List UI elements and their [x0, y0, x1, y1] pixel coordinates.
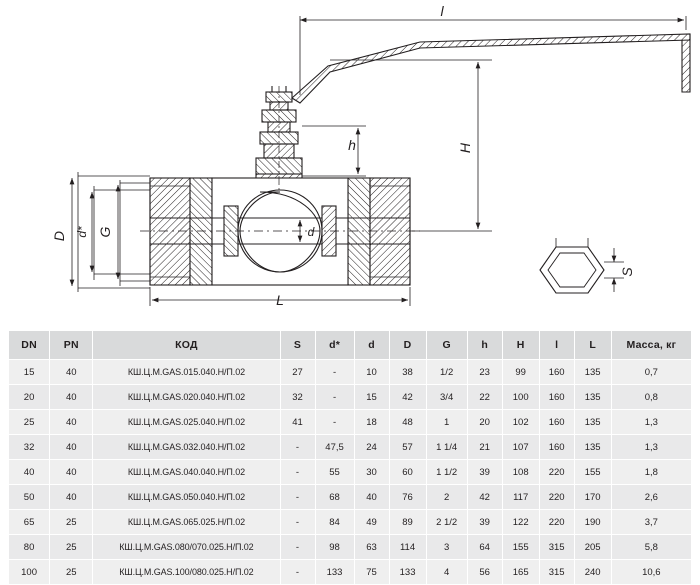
th-dn: DN — [9, 331, 50, 360]
cell-L: 135 — [574, 360, 611, 385]
cell-code: КШ.Ц.М.GAS.020.040.Н/П.02 — [93, 385, 280, 410]
cell-s: - — [280, 435, 315, 460]
lever-handle — [292, 34, 690, 103]
cell-G: 4 — [426, 560, 467, 585]
th-pn: PN — [50, 331, 93, 360]
cell-h: 64 — [467, 535, 502, 560]
cell-l: 160 — [539, 435, 574, 460]
label-bore-star: d* — [75, 226, 89, 238]
cell-d: 18 — [354, 410, 389, 435]
cell-D: 48 — [389, 410, 426, 435]
table-row — [9, 435, 692, 460]
table-row — [9, 535, 692, 560]
cell-h: 21 — [467, 435, 502, 460]
hex-nut-view — [540, 238, 624, 293]
th-mass: Масса, кг — [611, 331, 691, 360]
specification-table-wrap — [8, 330, 692, 585]
cell-mass: 10,6 — [611, 560, 691, 585]
cell-H: 155 — [502, 535, 539, 560]
cell-d-star: 133 — [315, 560, 354, 585]
cell-H: 117 — [502, 485, 539, 510]
cell-L: 205 — [574, 535, 611, 560]
cell-s: 41 — [280, 410, 315, 435]
table-row — [9, 560, 692, 585]
cell-pn: 40 — [50, 460, 93, 485]
cell-D: 60 — [389, 460, 426, 485]
specification-table — [8, 330, 692, 585]
cell-G: 3 — [426, 535, 467, 560]
cell-H: 102 — [502, 410, 539, 435]
cell-d: 15 — [354, 385, 389, 410]
cell-H: 99 — [502, 360, 539, 385]
cell-pn: 25 — [50, 535, 93, 560]
cell-l: 160 — [539, 360, 574, 385]
cell-D: 42 — [389, 385, 426, 410]
cell-H: 107 — [502, 435, 539, 460]
cell-G: 1 1/2 — [426, 460, 467, 485]
cell-d: 75 — [354, 560, 389, 585]
cell-mass: 1,3 — [611, 410, 691, 435]
cell-s: - — [280, 535, 315, 560]
cell-L: 155 — [574, 460, 611, 485]
label-thread-G: G — [97, 226, 113, 238]
cell-D: 57 — [389, 435, 426, 460]
th-l: l — [539, 331, 574, 360]
cell-d: 24 — [354, 435, 389, 460]
cell-pn: 40 — [50, 485, 93, 510]
cell-D: 38 — [389, 360, 426, 385]
cell-G: 1/2 — [426, 360, 467, 385]
cell-d: 63 — [354, 535, 389, 560]
valve-body — [140, 174, 420, 285]
cell-pn: 40 — [50, 360, 93, 385]
cell-mass: 2,6 — [611, 485, 691, 510]
cell-L: 240 — [574, 560, 611, 585]
cell-d: 10 — [354, 360, 389, 385]
cell-D: 76 — [389, 485, 426, 510]
cell-h: 23 — [467, 360, 502, 385]
cell-D: 114 — [389, 535, 426, 560]
cell-dn: 80 — [9, 535, 50, 560]
cell-s: 32 — [280, 385, 315, 410]
cell-G: 1 1/4 — [426, 435, 467, 460]
label-total-height: H — [457, 142, 473, 154]
cell-code: КШ.Ц.М.GAS.100/080.025.Н/П.02 — [93, 560, 280, 585]
th-G: G — [426, 331, 467, 360]
cell-H: 108 — [502, 460, 539, 485]
th-h: h — [467, 331, 502, 360]
cell-h: 20 — [467, 410, 502, 435]
cell-L: 170 — [574, 485, 611, 510]
cell-L: 135 — [574, 385, 611, 410]
cell-d-star: - — [315, 360, 354, 385]
cell-h: 39 — [467, 510, 502, 535]
cell-pn: 40 — [50, 435, 93, 460]
cell-L: 135 — [574, 410, 611, 435]
cell-mass: 1,8 — [611, 460, 691, 485]
cell-pn: 25 — [50, 560, 93, 585]
label-hex-S: S — [619, 267, 635, 277]
cell-l: 220 — [539, 460, 574, 485]
cell-code: КШ.Ц.М.GAS.050.040.Н/П.02 — [93, 485, 280, 510]
cell-mass: 3,7 — [611, 510, 691, 535]
cell-h: 42 — [467, 485, 502, 510]
cell-dn: 65 — [9, 510, 50, 535]
table-header-row — [9, 331, 692, 360]
cell-d-star: - — [315, 410, 354, 435]
cell-pn: 40 — [50, 385, 93, 410]
cell-code: КШ.Ц.М.GAS.032.040.Н/П.02 — [93, 435, 280, 460]
cell-H: 122 — [502, 510, 539, 535]
cell-H: 100 — [502, 385, 539, 410]
cell-H: 165 — [502, 560, 539, 585]
cell-dn: 50 — [9, 485, 50, 510]
cell-mass: 1,3 — [611, 435, 691, 460]
cell-l: 315 — [539, 560, 574, 585]
th-d: d — [354, 331, 389, 360]
cell-l: 220 — [539, 510, 574, 535]
cell-d: 40 — [354, 485, 389, 510]
cell-code: КШ.Ц.М.GAS.040.040.Н/П.02 — [93, 460, 280, 485]
cell-code: КШ.Ц.М.GAS.080/070.025.Н/П.02 — [93, 535, 280, 560]
cell-G: 2 — [426, 485, 467, 510]
cell-pn: 40 — [50, 410, 93, 435]
cell-d: 49 — [354, 510, 389, 535]
table-row — [9, 385, 692, 410]
cell-s: - — [280, 510, 315, 535]
cell-d-star: 55 — [315, 460, 354, 485]
label-lever-length: l — [440, 3, 444, 19]
cell-mass: 0,8 — [611, 385, 691, 410]
cell-h: 56 — [467, 560, 502, 585]
cell-s: - — [280, 485, 315, 510]
th-H: H — [502, 331, 539, 360]
label-stem-height: h — [348, 137, 356, 153]
dim-lever-length — [300, 16, 686, 95]
cell-pn: 25 — [50, 510, 93, 535]
cell-h: 22 — [467, 385, 502, 410]
cell-dn: 100 — [9, 560, 50, 585]
cell-h: 39 — [467, 460, 502, 485]
cell-d-star: 47,5 — [315, 435, 354, 460]
cell-L: 190 — [574, 510, 611, 535]
cell-s: - — [280, 560, 315, 585]
cell-l: 315 — [539, 535, 574, 560]
cell-d-star: 68 — [315, 485, 354, 510]
cell-code: КШ.Ц.М.GAS.015.040.Н/П.02 — [93, 360, 280, 385]
cell-code: КШ.Ц.М.GAS.025.040.Н/П.02 — [93, 410, 280, 435]
label-body-outer: D — [51, 230, 67, 242]
cell-code: КШ.Ц.М.GAS.065.025.Н/П.02 — [93, 510, 280, 535]
cell-D: 133 — [389, 560, 426, 585]
cell-l: 160 — [539, 410, 574, 435]
th-L: L — [574, 331, 611, 360]
cell-d-star: 98 — [315, 535, 354, 560]
th-code: КОД — [93, 331, 280, 360]
cell-d-star: - — [315, 385, 354, 410]
cell-G: 3/4 — [426, 385, 467, 410]
cell-mass: 5,8 — [611, 535, 691, 560]
cell-l: 160 — [539, 385, 574, 410]
table-row — [9, 460, 692, 485]
table-row — [9, 360, 692, 385]
cell-L: 135 — [574, 435, 611, 460]
table-row — [9, 510, 692, 535]
cell-d: 30 — [354, 460, 389, 485]
cell-l: 220 — [539, 485, 574, 510]
th-D: D — [389, 331, 426, 360]
cell-G: 1 — [426, 410, 467, 435]
label-bore-d: d — [307, 225, 315, 239]
cell-D: 89 — [389, 510, 426, 535]
table-row — [9, 410, 692, 435]
cell-dn: 40 — [9, 460, 50, 485]
cell-d-star: 84 — [315, 510, 354, 535]
cell-G: 2 1/2 — [426, 510, 467, 535]
th-d-star: d* — [315, 331, 354, 360]
cell-dn: 32 — [9, 435, 50, 460]
cell-mass: 0,7 — [611, 360, 691, 385]
label-length-L: L — [276, 292, 284, 308]
cell-s: - — [280, 460, 315, 485]
cell-dn: 20 — [9, 385, 50, 410]
th-s: S — [280, 331, 315, 360]
table-row — [9, 485, 692, 510]
cell-dn: 15 — [9, 360, 50, 385]
cell-s: 27 — [280, 360, 315, 385]
cell-dn: 25 — [9, 410, 50, 435]
